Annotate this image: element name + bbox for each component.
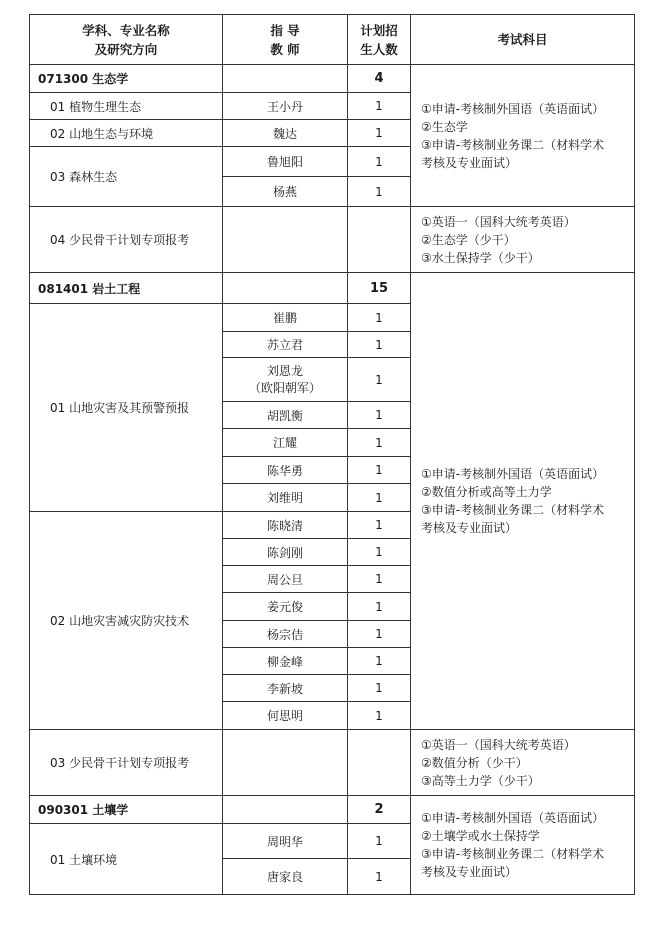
advisor-cell xyxy=(223,730,348,796)
quota-value: 1 xyxy=(348,648,411,675)
quota-value: 1 xyxy=(348,332,411,358)
table-row xyxy=(30,207,635,273)
advisor-name: 陈晓清 xyxy=(223,512,348,539)
quota-value: 1 xyxy=(348,177,411,207)
header-quota-line1: 计划招 xyxy=(360,22,398,38)
exam-line: ②土壤学或水土保持学 xyxy=(421,829,540,843)
quota-value: 1 xyxy=(348,593,411,621)
quota-total: 2 xyxy=(348,796,411,824)
exam-line: 考核及专业面试） xyxy=(421,865,518,879)
advisor-name: 苏立君 xyxy=(223,332,348,358)
direction-name: 02 山地生态与环境 xyxy=(30,120,223,147)
exam-line: ①英语一（国科大统考英语） xyxy=(421,214,576,229)
advisor-name: 刘维明 xyxy=(223,484,348,512)
quota-value: 1 xyxy=(348,457,411,484)
exam-line: ①申请-考核制外国语（英语面试） xyxy=(421,101,605,116)
quota-value: 1 xyxy=(348,675,411,702)
header-quota-line2: 生人数 xyxy=(360,41,398,57)
direction-name: 01 土壤环境 xyxy=(30,824,223,895)
advisor-name: 周明华 xyxy=(223,824,348,859)
advisor-name: 鲁旭阳 xyxy=(223,147,348,177)
advisor-name: 江耀 xyxy=(223,429,348,457)
exam-line: ③申请-考核制业务课二（材料学术 xyxy=(421,503,605,517)
exam-cell xyxy=(411,273,635,730)
direction-name: 02 山地灾害减灾防灾技术 xyxy=(30,512,223,730)
direction-name: 04 少民骨干计划专项报考 xyxy=(30,207,223,273)
advisor-name: 陈剑刚 xyxy=(223,539,348,566)
advisor-cell xyxy=(223,796,348,824)
exam-line: ②生态学 xyxy=(421,119,468,134)
header-quota xyxy=(348,15,411,65)
advisor-name: 魏达 xyxy=(223,120,348,147)
advisor-name-primary: 刘恩龙 xyxy=(266,363,303,378)
quota-value: 1 xyxy=(348,566,411,593)
quota-total: 4 xyxy=(348,65,411,93)
quota-value: 1 xyxy=(348,147,411,177)
exam-line: ③申请-考核制业务课二（材料学术 xyxy=(421,847,605,861)
advisor-name: 杨宗佶 xyxy=(223,621,348,648)
advisor-name: 王小丹 xyxy=(223,93,348,120)
header-advisor-line2: 教 师 xyxy=(270,41,300,57)
exam-line: 考核及专业面试） xyxy=(421,155,518,170)
header-advisor-line1: 指 导 xyxy=(270,22,300,38)
quota-value: 1 xyxy=(348,304,411,332)
header-major-line1: 学科、专业名称 xyxy=(82,22,170,38)
exam-line: ②生态学（少干） xyxy=(421,232,516,247)
advisor-name: 胡凯衡 xyxy=(223,402,348,429)
exam-line: ③申请-考核制业务课二（材料学术 xyxy=(421,137,605,152)
quota-value: 1 xyxy=(348,429,411,457)
enrollment-table xyxy=(29,14,635,895)
quota-value: 1 xyxy=(348,512,411,539)
advisor-name-secondary: （欧阳朝军） xyxy=(248,380,321,395)
exam-line: 考核及专业面试） xyxy=(421,521,518,535)
quota-value: 1 xyxy=(348,621,411,648)
quota-cell xyxy=(348,207,411,273)
advisor-cell xyxy=(223,207,348,273)
major-name: 071300 生态学 xyxy=(30,65,223,93)
exam-cell xyxy=(411,207,635,273)
advisor-cell xyxy=(223,65,348,93)
quota-value: 1 xyxy=(348,702,411,730)
advisor-name: 姜元俊 xyxy=(223,593,348,621)
advisor-name: 柳金峰 xyxy=(223,648,348,675)
exam-line: ①申请-考核制外国语（英语面试） xyxy=(421,811,605,825)
exam-line: ②数值分析或高等土力学 xyxy=(421,485,552,499)
advisor-name xyxy=(223,358,348,402)
exam-cell xyxy=(411,796,635,895)
exam-cell xyxy=(411,65,635,207)
quota-value: 1 xyxy=(348,93,411,120)
quota-cell xyxy=(348,730,411,796)
advisor-name: 陈华勇 xyxy=(223,457,348,484)
header-major-line2: 及研究方向 xyxy=(94,41,158,57)
quota-value: 1 xyxy=(348,358,411,402)
advisor-name: 崔鹏 xyxy=(223,304,348,332)
advisor-name: 周公旦 xyxy=(223,566,348,593)
quota-total: 15 xyxy=(348,273,411,304)
advisor-name: 李新坡 xyxy=(223,675,348,702)
quota-value: 1 xyxy=(348,539,411,566)
table-row xyxy=(30,730,635,796)
header-major xyxy=(30,15,223,65)
exam-cell xyxy=(411,730,635,796)
quota-value: 1 xyxy=(348,120,411,147)
table-row xyxy=(30,65,635,93)
header-advisor xyxy=(223,15,348,65)
advisor-name: 何思明 xyxy=(223,702,348,730)
exam-line: ③高等土力学（少干） xyxy=(421,773,540,788)
advisor-cell xyxy=(223,273,348,304)
major-name: 081401 岩土工程 xyxy=(30,273,223,304)
exam-line: ③水土保持学（少干） xyxy=(421,250,540,265)
table-row xyxy=(30,273,635,304)
direction-name: 01 山地灾害及其预警预报 xyxy=(30,304,223,512)
header-exam: 考试科目 xyxy=(411,15,635,65)
advisor-name: 唐家良 xyxy=(223,859,348,895)
table-header-row xyxy=(30,15,635,65)
quota-value: 1 xyxy=(348,824,411,859)
direction-name: 01 植物生理生态 xyxy=(30,93,223,120)
major-name: 090301 土壤学 xyxy=(30,796,223,824)
quota-value: 1 xyxy=(348,402,411,429)
direction-name: 03 森林生态 xyxy=(30,147,223,207)
exam-line: ②数值分析（少干） xyxy=(421,755,528,770)
table-row xyxy=(30,796,635,824)
quota-value: 1 xyxy=(348,859,411,895)
quota-value: 1 xyxy=(348,484,411,512)
exam-line: ①英语一（国科大统考英语） xyxy=(421,737,576,752)
direction-name: 03 少民骨干计划专项报考 xyxy=(30,730,223,796)
exam-line: ①申请-考核制外国语（英语面试） xyxy=(421,467,605,481)
advisor-name: 杨燕 xyxy=(223,177,348,207)
